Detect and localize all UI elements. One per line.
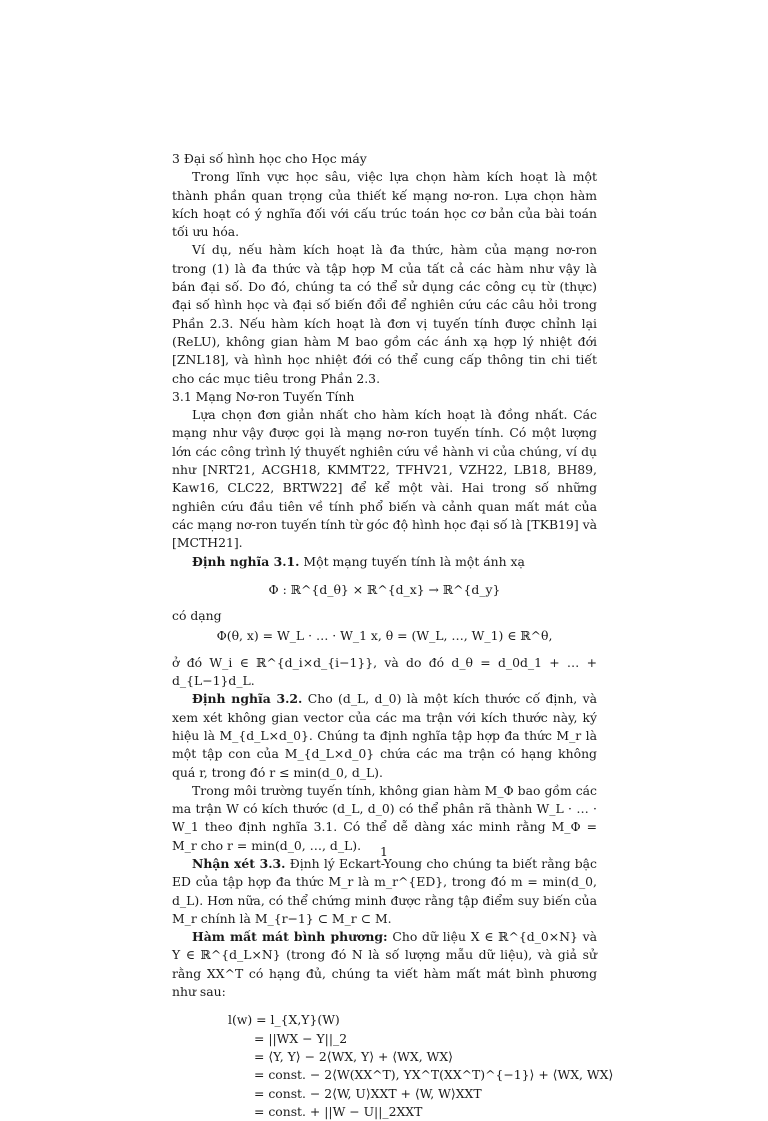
definition-3-1-after: ở đó W_i ∈ ℝ^{d_i×d_{i−1}}, và do đó d_θ = d_0d_1 + … + d_{L−1}d_L. bbox=[172, 654, 597, 689]
subsection-paragraph-1: Lựa chọn đơn giản nhất cho hàm kích hoạt là đồng nhất. Các mạng như vậy được gọi là mạng nơ-ron tuyến tính. Có một lượng lớn các công trình lý thuyết nghiên cứu về hành vi của chúng, ví dụ như [NRT21, ACGH18, KMMT22, TFHV21, VZH22, LB18, BH89, Kaw16, CLC22, BRTW22] để kể một vài. Hai trong số những nghiên cứu đầu tiên về tính phổ biến và cảnh quan mất mát của các mạng nơ-ron tuyến tính từ góc độ hình học đại số là [TKB19] và [MCTH21]. bbox=[172, 407, 597, 551]
definition-3-2-label: Định nghĩa 3.2. bbox=[192, 691, 303, 707]
loss-line-6: = const. + ||W − U||_2XXT bbox=[254, 1103, 423, 1119]
squared-loss-label: Hàm mất mát bình phương: bbox=[192, 929, 388, 945]
loss-line-1: l(w) = l_{X,Y}(W) bbox=[228, 1012, 340, 1028]
subsection-heading: 3.1 Mạng Nơ-ron Tuyến Tính bbox=[172, 388, 355, 404]
loss-line-5: = const. − 2⟨W, U⟩XXT + ⟨W, W⟩XXT bbox=[254, 1085, 482, 1101]
page-number: 1 bbox=[380, 844, 388, 859]
loss-line-4: = const. − 2⟨W(XX^T), YX^T(XX^T)^{−1}⟩ + ⟨WX, WX⟩ bbox=[254, 1067, 614, 1083]
remark-3-3-text: Định lý Eckart-Young cho chúng ta biết rằng bậc ED của tập hợp đa thức M_r là m_r^{ED}, trong đó m = min(d_0, d_L). Hơn nữa, có thể chứng minh được rằng tập điểm suy biến của M_r chính là M_{r−1} ⊂ M_r ⊂ M. bbox=[172, 855, 597, 926]
definition-3-1-label: Định nghĩa 3.1. bbox=[192, 553, 300, 569]
section-paragraph-1: Trong lĩnh vực học sâu, việc lựa chọn hàm kích hoạt là một thành phần quan trọng của thiết kế mạng nơ-ron. Lựa chọn hàm kích hoạt có ý nghĩa đối với cấu trúc toán học cơ bản của bài toán tối ưu hóa. bbox=[172, 169, 597, 240]
remark-3-3 bbox=[172, 855, 597, 928]
definition-3-1-text: Một mạng tuyến tính là một ánh xạ bbox=[303, 553, 525, 569]
loss-derivation bbox=[228, 1011, 614, 1121]
section-paragraph-2: Ví dụ, nếu hàm kích hoạt là đa thức, hàm của mạng nơ-ron trong (1) là đa thức và tập hợp M của tất cả các hàm như vậy là bán đại số. Do đó, chúng ta có thể sử dụng các công cụ từ (thực) đại số hình học và đại số biến đổi để nghiên cứu các câu hỏi trong Phần 2.3. Nếu hàm kích hoạt là đơn vị tuyến tính được chỉnh lại (ReLU), không gian hàm M bao gồm các ánh xạ hợp lý nhiệt đới [ZNL18], và hình học nhiệt đới có thể cung cấp thông tin chi tiết cho các mục tiêu trong Phần 2.3. bbox=[172, 242, 597, 386]
remark-3-3-label: Nhận xét 3.3. bbox=[192, 855, 286, 871]
definition-3-2-text: Cho (d_L, d_0) là một kích thước cố định, và xem xét không gian vector của các ma trận với kích thước này, ký hiệu là M_{d_L×d_0}. Chúng ta định nghĩa tập hợp đa thức M_r là một tập con của M_{d_L×d_0} chứa các ma trận có hạng không quá r, trong đó r ≤ min(d_0, d_L). bbox=[172, 691, 598, 780]
section-heading: 3 Đại số hình học cho Học máy bbox=[172, 151, 367, 166]
equation-phi-form: Φ(θ, x) = W_L · … · W_1 x, θ = (W_L, …, W_1) ∈ ℝ^θ, bbox=[216, 628, 553, 644]
equation-phi-map: Φ : ℝ^{d_θ} × ℝ^{d_x} → ℝ^{d_y} bbox=[268, 581, 501, 597]
page-body bbox=[172, 150, 614, 1121]
squared-loss-text: Cho dữ liệu X ∈ ℝ^{d_0×N} và Y ∈ ℝ^{d_L×N} (trong đó N là số lượng mẫu dữ liệu), và giả sử rằng XX^T có hạng đủ, chúng ta viết hàm mất mát bình phương như sau: bbox=[172, 929, 597, 1000]
loss-line-2: = ||WX − Y||_2 bbox=[254, 1030, 348, 1046]
squared-loss-paragraph bbox=[172, 928, 597, 1001]
loss-line-3: = ⟨Y, Y⟩ − 2⟨WX, Y⟩ + ⟨WX, WX⟩ bbox=[254, 1048, 453, 1064]
definition-3-2 bbox=[172, 690, 597, 781]
definition-3-1 bbox=[172, 553, 597, 571]
form-label: có dạng bbox=[172, 608, 222, 624]
linear-setting-paragraph: Trong môi trường tuyến tính, không gian hàm M_Φ bao gồm các ma trận W có kích thước (d_L, d_0) có thể phân rã thành W_L · … · W_1 theo định nghĩa 3.1. Có thể dễ dàng xác minh rằng M_Φ = M_r cho r = min(d_0, …, d_L). bbox=[172, 782, 597, 853]
